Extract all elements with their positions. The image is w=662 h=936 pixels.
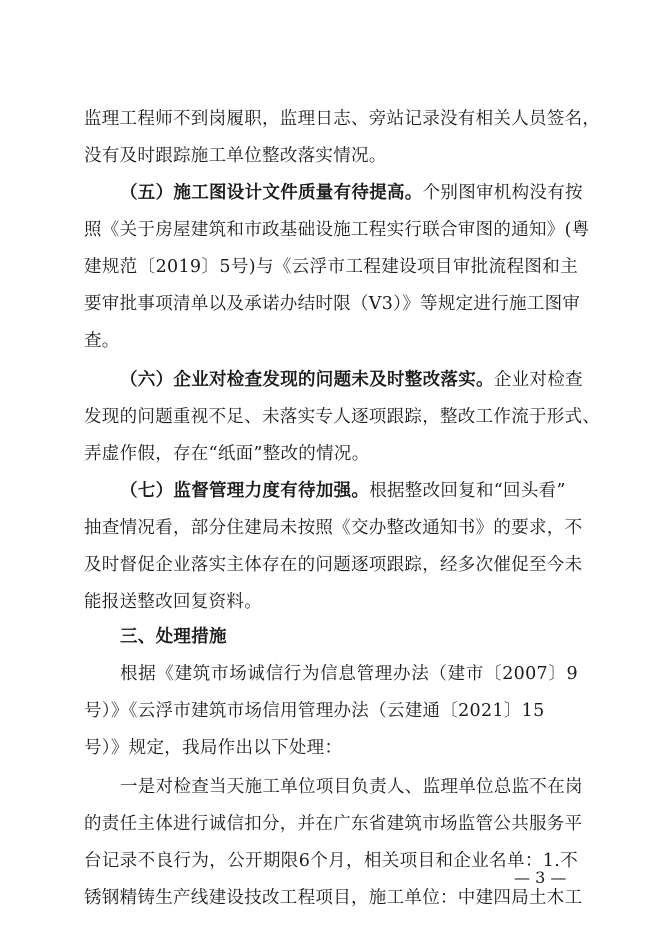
body-line-1: 监理工程师不到岗履职，监理日志、旁站记录没有相关人员签名，: [84, 109, 601, 129]
body-line-22: 锈钢精铸生产线建设技改工程项目，施工单位：中建四局土木工: [84, 888, 583, 908]
body-line-2: 没有及时跟踪施工单位整改落实情况。: [84, 146, 387, 166]
page-number: — 3 —: [514, 868, 567, 887]
paragraph-six-text: 企业对检查: [493, 370, 583, 390]
body-line-18: 号）》规定，我局作出以下处理：: [84, 738, 343, 758]
body-line-13: 及时督促企业落实主体存在的问题逐项跟踪，经多次催促至今未: [84, 555, 583, 575]
paragraph-seven-heading: （七）监督管理力度有待加强。: [120, 481, 370, 501]
body-line-12: 抽查情况看，部分住建局未按照《交办整改通知书》的要求，不: [84, 518, 583, 538]
paragraph-seven-text: 根据整改回复和“回头看”: [369, 481, 566, 501]
paragraph-seven: [120, 480, 578, 502]
body-line-16: 根据《建筑市场诚信行为信息管理办法（建市〔2007〕9: [120, 664, 578, 684]
body-line-21: 台记录不良行为，公开期限6个月，相关项目和企业名单：1.不: [84, 851, 578, 871]
body-line-14: 能报送整改回复资料。: [84, 592, 262, 612]
body-line-9: 发现的问题重视不足、未落实专人逐项跟踪，整改工作流于形式、: [84, 407, 601, 427]
section-heading-three: 三、处理措施: [120, 627, 227, 647]
body-line-6: 要审批事项清单以及承诺办结时限（V3）》等规定进行施工图审: [84, 294, 581, 314]
body-line-4: 照《关于房屋建筑和市政基础设施工程实行联合审图的通知》(粤: [84, 220, 590, 240]
paragraph-five: [120, 182, 583, 204]
paragraph-five-heading: （五）施工图设计文件质量有待提高。: [120, 183, 423, 203]
body-line-19: 一是对检查当天施工单位项目负责人、监理单位总监不在岗: [120, 777, 583, 797]
body-line-17: 号）》《云浮市建筑市场信用管理办法（云建通〔2021〕15: [84, 701, 545, 721]
paragraph-six-heading: （六）企业对检查发现的问题未及时整改落实。: [120, 370, 494, 390]
body-line-20: 的责任主体进行诚信扣分，并在广东省建筑市场监管公共服务平: [84, 814, 583, 834]
paragraph-six: [120, 369, 583, 391]
body-line-7: 查。: [84, 331, 120, 351]
body-line-5: 建规范〔2019〕5号)与《云浮市工程建设项目审批流程图和主: [84, 257, 578, 277]
paragraph-five-text: 个别图审机构没有按: [422, 183, 583, 203]
body-line-10: 弄虚作假，存在“纸面”整改的情况。: [84, 444, 370, 464]
